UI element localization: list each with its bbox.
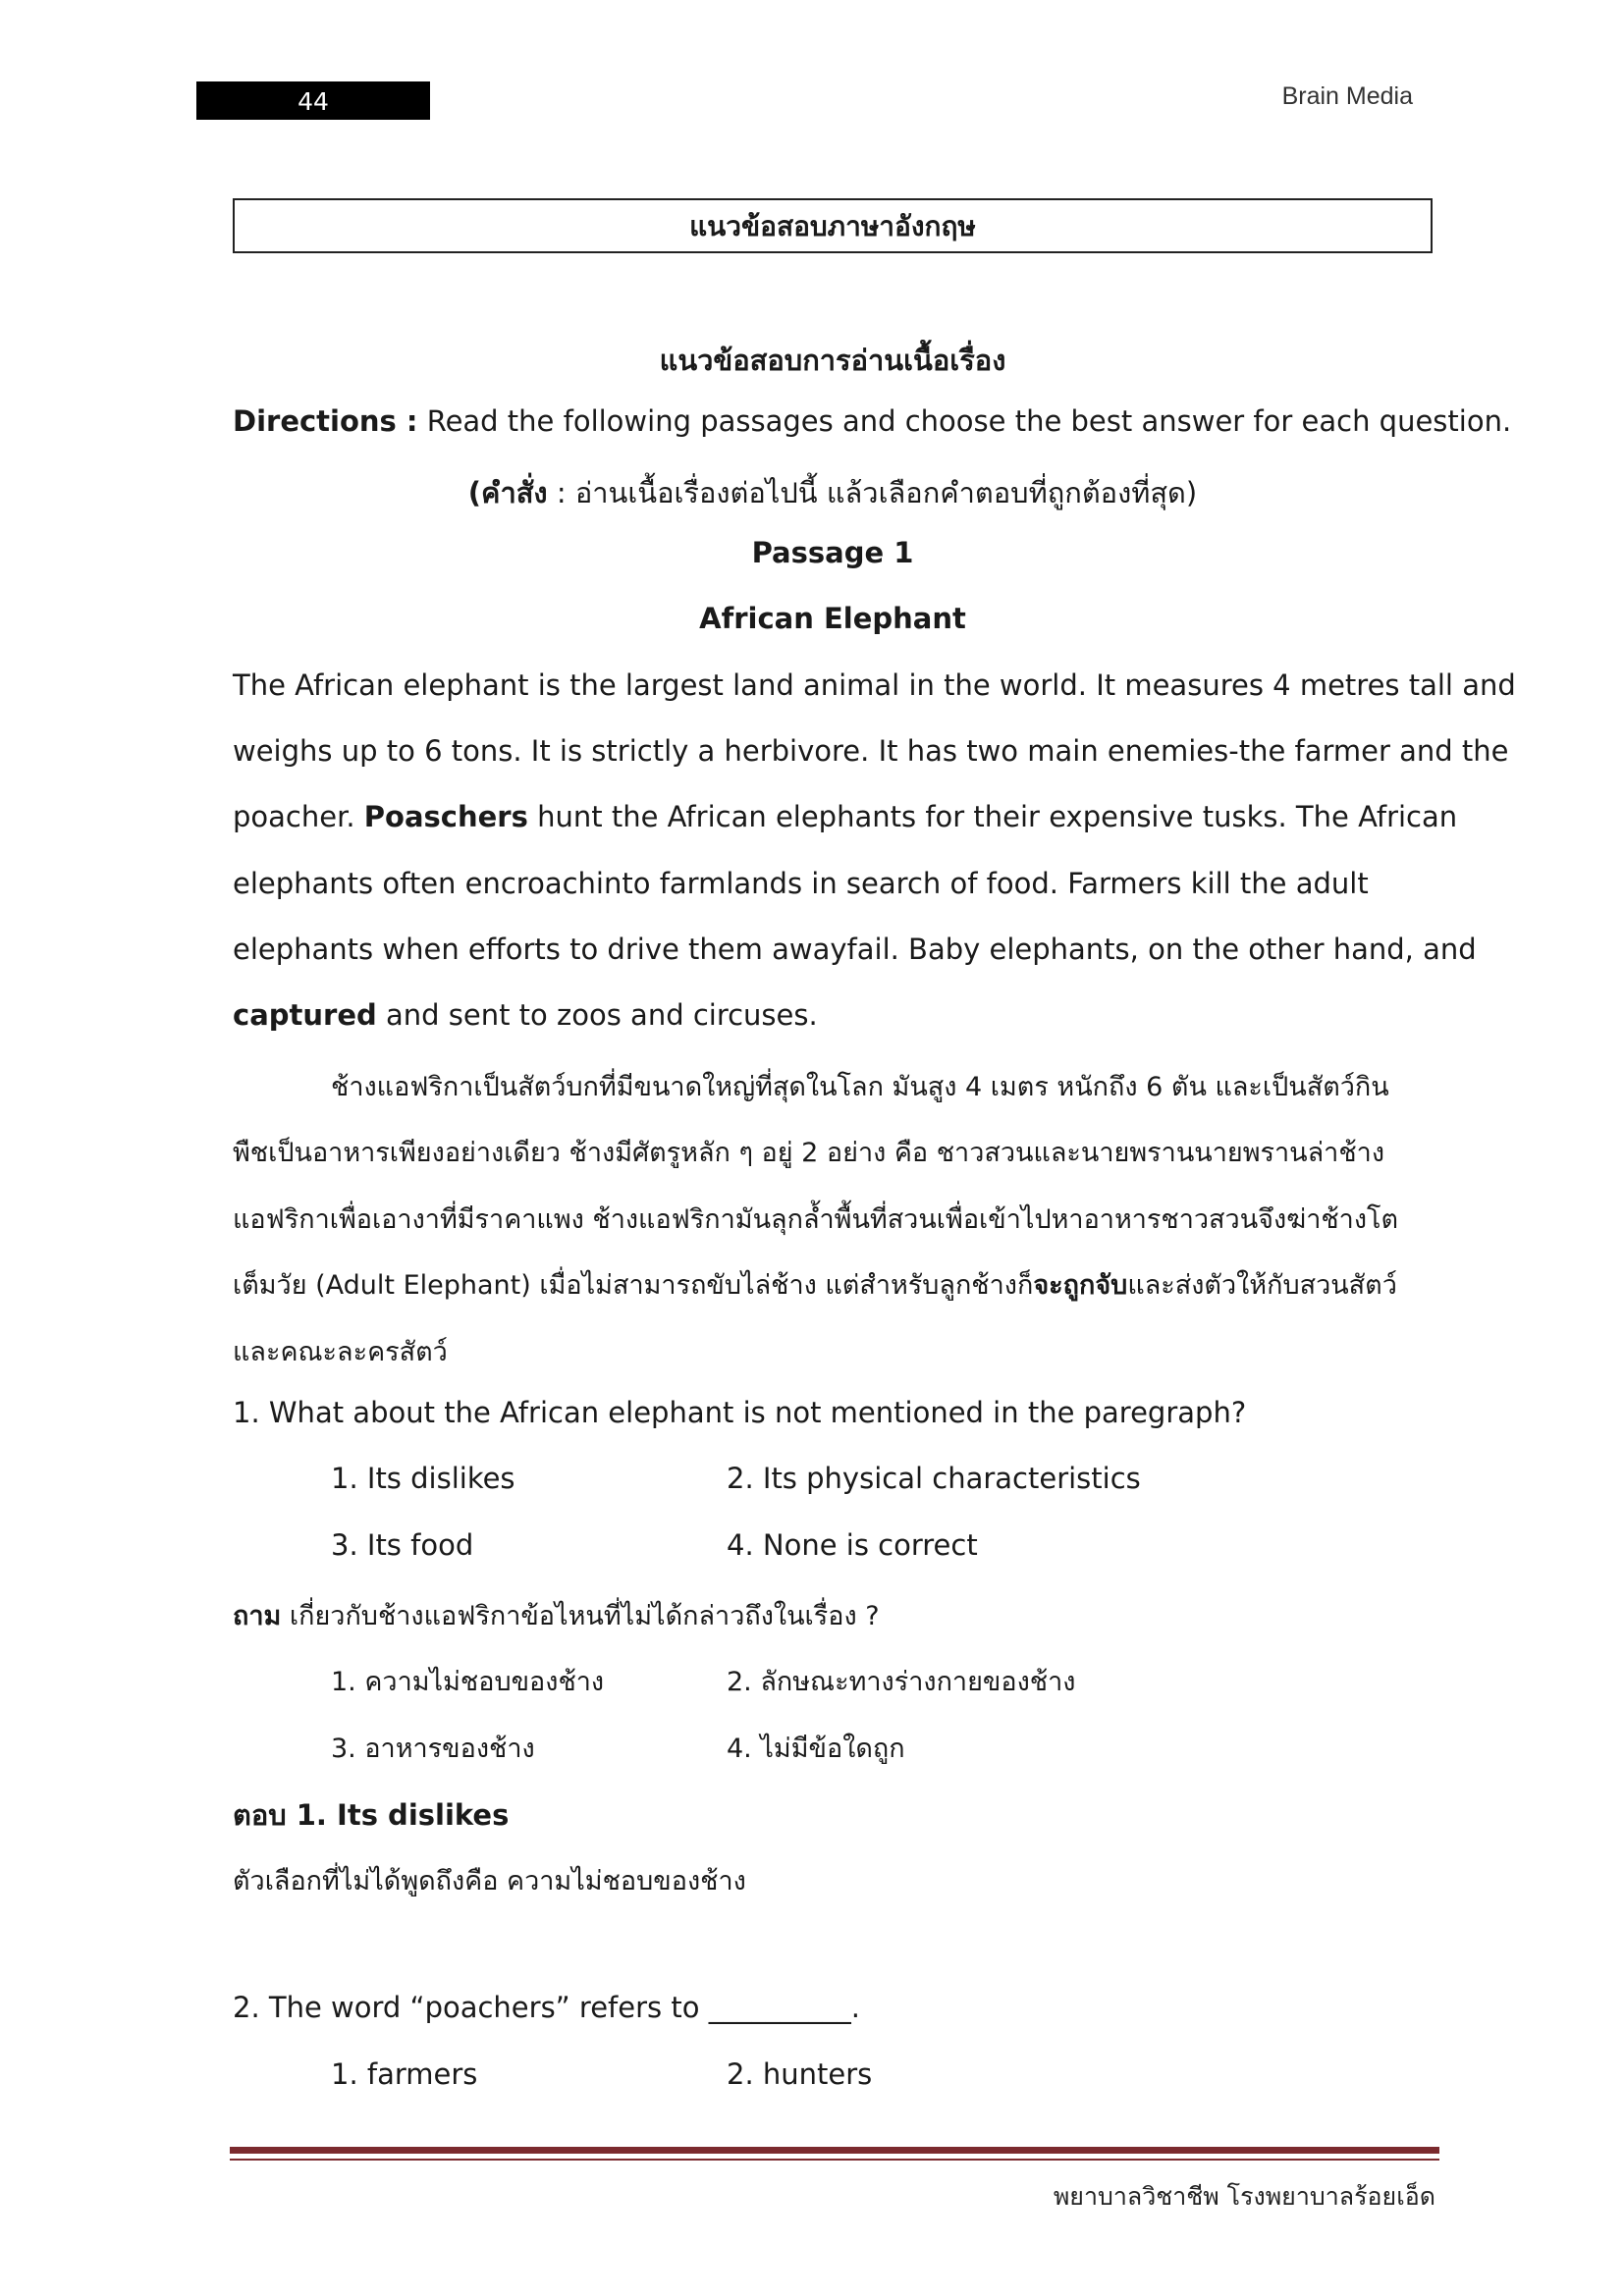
question-2: 2. The word “poachers” refers to __________. [233,1991,860,2024]
directions-thai-line [233,470,1433,515]
thai-passage-line-1: ช้างแอฟริกาเป็นสัตว์บกที่มีขนาดใหญ่ที่สุดในโลก มันสูง 4 เมตร หนักถึง 6 ตัน และเป็นสัตว์กิน [331,1072,1389,1102]
q1-thai-question [233,1594,880,1636]
passage-line-3 [233,800,1457,833]
directions-line [233,404,1511,438]
thai-line-4-end: และส่งตัวให้กับสวนสัตว์ [1127,1270,1397,1301]
passage-line-6 [233,998,818,1032]
passage-line-3-end: hunt the African elephants for their expensive tusks. The African [527,800,1458,833]
footer-text: พยาบาลวิชาชีพ โรงพยาบาลร้อยเอ็ด [1053,2182,1435,2211]
passage-line-6-end: and sent to zoos and circuses. [376,998,818,1032]
footer-rule-thin [230,2159,1439,2161]
passage-line-4: elephants often encroachinto farmlands in search of food. Farmers kill the adult [233,867,1369,900]
question-1: 1. What about the African elephant is not mentioned in the paregraph? [233,1396,1247,1429]
q1-option-3: 3. Its food [331,1528,474,1562]
passage-line-2: weighs up to 6 tons. It is strictly a herbivore. It has two main enemies-the farmer and the [233,734,1509,768]
thai-keyword-captured: จะถูกจับ [1033,1270,1128,1301]
passage-label: Passage 1 [751,536,914,569]
thai-passage-line-2: พืชเป็นอาหารเพียงอย่างเดียว ช้างมีศัตรูหลัก ๆ อยู่ 2 อย่าง คือ ชาวสวนและนายพรานนายพรานล่าช้าง [233,1138,1385,1168]
q1-thai-option-4: 4. ไม่มีข้อใดถูก [727,1734,905,1764]
directions-text: Read the following passages and choose the best answer for each question. [417,404,1512,438]
q1-thai-option-3: 3. อาหารของช้าง [331,1734,535,1764]
keyword-poaschers: Poaschers [363,800,528,833]
section-heading-box: แนวข้อสอบภาษาอังกฤษ [233,198,1433,253]
footer-rule-thick [230,2147,1439,2154]
directions-label: Directions : [233,404,418,438]
page-number: 44 [196,81,430,120]
passage-title: African Elephant [699,602,966,635]
keyword-captured: captured [233,998,377,1032]
brand-name: Brain Media [1281,82,1413,110]
passage-line-3-start: poacher. [233,800,364,833]
q1-option-2: 2. Its physical characteristics [727,1462,1141,1495]
q1-answer: ตอบ 1. Its dislikes [233,1798,510,1832]
thai-passage-line-5: และคณะละครสัตว์ [233,1337,448,1367]
thai-passage-line-4 [233,1263,1397,1306]
directions-thai-text: : อ่านเนื้อเรื่องต่อไปนี้ แล้วเลือกคำตอบที่ถูกต้องที่สุด) [547,476,1198,509]
directions-thai-label: (คำสั่ง [467,476,548,509]
thai-passage-line-3: แอฟริกาเพื่อเอางาที่มีราคาแพง ช้างแอฟริกามันลุกล้ำพื้นที่สวนเพื่อเข้าไปหาอาหารชาวสวนจึงฆ่าช้างโต [233,1204,1399,1235]
q1-explanation: ตัวเลือกที่ไม่ได้พูดถึงคือ ความไม่ชอบของช้าง [233,1866,746,1896]
q1-option-1: 1. Its dislikes [331,1462,515,1495]
q1-thai-label: ถาม [233,1601,282,1631]
q1-thai-text: เกี่ยวกับช้างแอฟริกาข้อไหนที่ไม่ได้กล่าวถึงในเรื่อง ? [281,1601,880,1631]
q1-option-4: 4. None is correct [727,1528,978,1562]
reading-section-title: แนวข้อสอบการอ่านเนื้อเรื่อง [659,344,1006,377]
q1-thai-option-2: 2. ลักษณะทางร่างกายของช้าง [727,1667,1076,1697]
q1-thai-option-1: 1. ความไม่ชอบของช้าง [331,1667,605,1697]
passage-line-5: elephants when efforts to drive them awayfail. Baby elephants, on the other hand, and [233,933,1477,966]
q2-option-2: 2. hunters [727,2057,873,2091]
thai-line-4-start: เต็มวัย (Adult Elephant) เมื่อไม่สามารถขับไล่ช้าง แต่สำหรับลูกช้างก็ [233,1270,1034,1301]
passage-line-1: The African elephant is the largest land animal in the world. It measures 4 metres tall and [233,668,1516,702]
q2-option-1: 1. farmers [331,2057,478,2091]
